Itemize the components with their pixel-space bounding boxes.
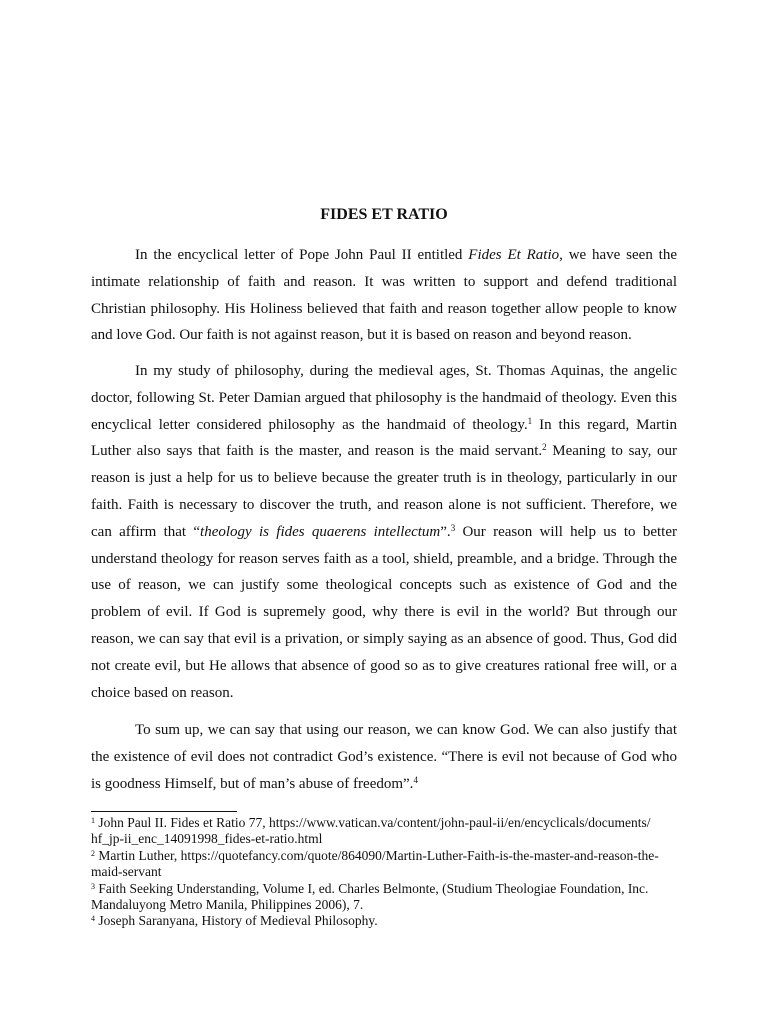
paragraph-3 — [91, 717, 677, 797]
footnote-number: 3 — [91, 881, 95, 891]
footnote-1 — [91, 815, 681, 848]
italic-text: Fides Et Ratio — [468, 247, 560, 263]
footnote-separator — [91, 811, 237, 812]
footnote-reference: 3 — [450, 522, 456, 533]
document-title: FIDES ET RATIO — [320, 206, 448, 223]
paragraph-1 — [91, 242, 677, 349]
text-run: To sum up, we can say that using our reason, we can know God. We can also justify that the existence of evil does not contradict God’s existence. “There is evil not because of God who is goodness Himself, but of man’s abuse of freedom”. — [91, 722, 677, 792]
text-run: , we have seen the intimate relationship of faith and reason. It was written to support and defend traditional Christian philosophy. His Holiness believed that faith and reason together allow people to know and love God. Our faith is not against reason, but it is based on reason and beyond reason. — [91, 247, 677, 344]
footnote-3 — [91, 881, 681, 914]
text-run: In this regard, Martin Luther also says that faith is the master, and reason is the maid servant. — [91, 416, 677, 460]
footnote-text: Faith Seeking Understanding, Volume I, ed. Charles Belmonte, (Studium Theologiae Foundation, Inc. Mandaluyong Metro Manila, Philippines 2006), 7. — [91, 880, 649, 913]
footnote-2 — [91, 848, 681, 881]
text-run: ”. — [440, 523, 451, 540]
footnote-text: Martin Luther, https://quotefancy.com/quote/864090/Martin-Luther-Faith-is-the-master-and-reason-the- maid-servant — [91, 847, 659, 880]
footnote-text: Joseph Saranyana, History of Medieval Philosophy. — [98, 913, 378, 929]
text-run: Our reason will help us to better understand theology for reason serves faith as a tool, shield, preamble, and a bridge. Through the use of reason, we can justify some theological concepts such as existence of God and the problem of evil. If God is supremely good, why there is evil in the world? But through our reason, we can say that evil is a privation, or simply saying as an absence of good. Thus, God did not create evil, but He allows that absence of good so as to give creatures rational free will, or a choice based on reason. — [91, 523, 677, 701]
footnote-4 — [91, 913, 681, 929]
footnote-reference: 4 — [413, 774, 418, 785]
footnotes — [91, 815, 681, 930]
footnote-number: 4 — [91, 914, 95, 924]
paragraph-2 — [91, 358, 677, 706]
footnote-reference: 1 — [527, 415, 533, 426]
footnote-number: 2 — [91, 848, 95, 858]
italic-text: theology is fides quaerens intellectum — [200, 523, 441, 540]
text-run: In the encyclical letter of Pope John Paul II entitled — [135, 247, 469, 263]
footnote-reference: 2 — [542, 442, 547, 453]
text-run: Meaning to say, our reason is just a help for us to believe because the greater truth is in theology, particularly in our faith. Faith is necessary to discover the truth, and reason alone is not sufficient. Therefore, we can affirm that “ — [91, 443, 677, 540]
footnote-text: John Paul II. Fides et Ratio 77, https://www.vatican.va/content/john-paul-ii/en/encyclicals/documents/ hf_jp-ii_enc_14091998_fides-et-ratio.html — [91, 815, 651, 847]
footnote-number: 1 — [91, 816, 95, 825]
text-run: In my study of philosophy, during the medieval ages, St. Thomas Aquinas, the angelic doctor, following St. Peter Damian argued that philosophy is the handmaid of theology. Even this encyclical letter considered philosophy as the handmaid of theology. — [91, 363, 677, 433]
